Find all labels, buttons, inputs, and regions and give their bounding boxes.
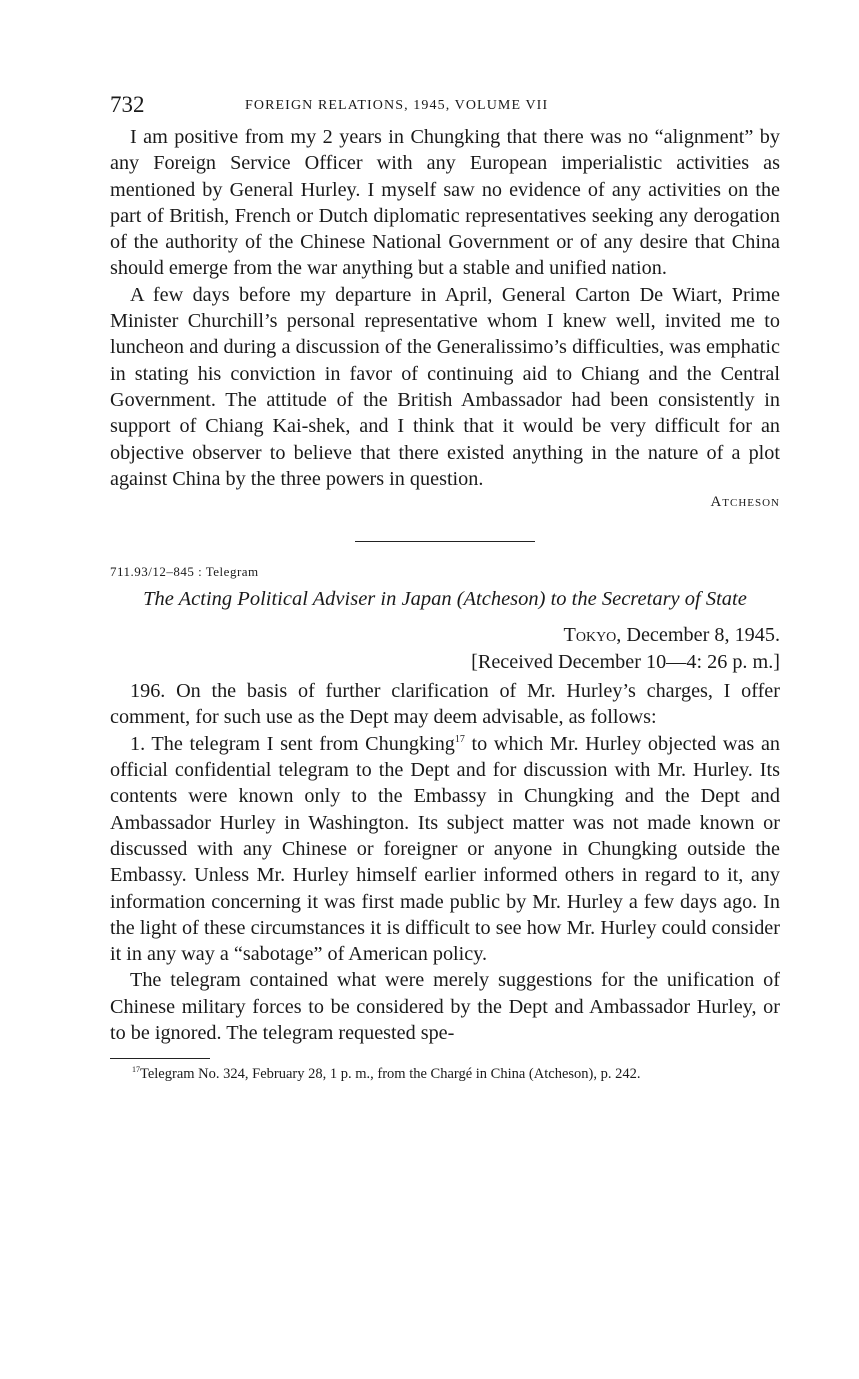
page-number: 732 bbox=[110, 92, 145, 117]
received-line: [Received December 10—4: 26 p. m.] bbox=[471, 651, 780, 674]
dateline-date: December 8, 1945. bbox=[621, 624, 780, 647]
document-page bbox=[110, 92, 780, 1084]
running-head: FOREIGN RELATIONS, 1945, VOLUME VII bbox=[245, 98, 549, 113]
footnote-rule bbox=[110, 1058, 210, 1059]
footnote-mark: 17 bbox=[132, 1065, 140, 1075]
footnote-text: Telegram No. 324, February 28, 1 p. m., from the Chargé in China (Atcheson), p. 242. bbox=[140, 1066, 641, 1083]
body-paragraph: 196. On the basis of further clarification of Mr. Hurley’s charges, I offer comment, for such use as the Dept may deem advisable, as follows: bbox=[110, 680, 780, 729]
body-paragraph bbox=[110, 731, 780, 968]
paragraph-text: 1. The telegram I sent from Chungking bbox=[130, 732, 455, 755]
page-header bbox=[110, 92, 780, 124]
document-title: The Acting Political Adviser in Japan (Atcheson) to the Secretary of State bbox=[143, 588, 747, 611]
body-paragraph: A few days before my departure in April, General Carton De Wiart, Prime Minister Churchill’s personal representative whom I knew well, invited me to luncheon and during a discussion of the Generalissimo’s difficulties, was emphatic in stating his conviction in favor of continuing aid to Chiang and the Central Government. The attitude of the British Ambassador had been consistently in support of Chiang Kai-shek, and I think that it would be very difficult for an objective observer to believe that there existed anything in the nature of a plot against China by the three powers in question. bbox=[110, 283, 780, 490]
body-paragraph: I am positive from my 2 years in Chungking that there was no “alignment” by any Foreign Service Officer with any European imperialistic activities as mentioned by General Hurley. I myself saw no evidence of any activities on the part of British, French or Dutch diplomatic representatives seeking any derogation of the authority of the Chinese National Government or of any desire that China should emerge from the war anything but a stable and unified nation. bbox=[110, 126, 780, 280]
section-divider bbox=[355, 541, 535, 542]
dateline-place: Tokyo, bbox=[563, 624, 622, 647]
footnote-reference[interactable]: 17 bbox=[454, 733, 465, 745]
footnote bbox=[110, 1065, 780, 1084]
paragraph-text: to which Mr. Hurley objected was an official confidential telegram to the Dept and for discussion with Mr. Hurley. Its contents were known only to the Embassy in Chungking and the Dept and Ambassador Hurley in Washington. Its subject matter was not made known or discussed with any Chinese or foreigner or anyone in Chungking outside the Embassy. Unless Mr. Hurley himself earlier informed others in regard to it, any information concerning it was first made public by Mr. Hurley a few days ago. In the light of these circumstances it is difficult to see how Mr. Hurley could consider it in any way a “sabotage” of American policy. bbox=[110, 732, 780, 966]
file-reference: 711.93/12–845 : Telegram bbox=[110, 564, 259, 580]
body-paragraph: The telegram contained what were merely suggestions for the unification of Chinese military forces to be considered by the Dept and Ambassador Hurley, or to be ignored. The telegram requested spe- bbox=[110, 969, 780, 1045]
signature: Atcheson bbox=[710, 494, 780, 511]
dateline bbox=[110, 622, 780, 649]
